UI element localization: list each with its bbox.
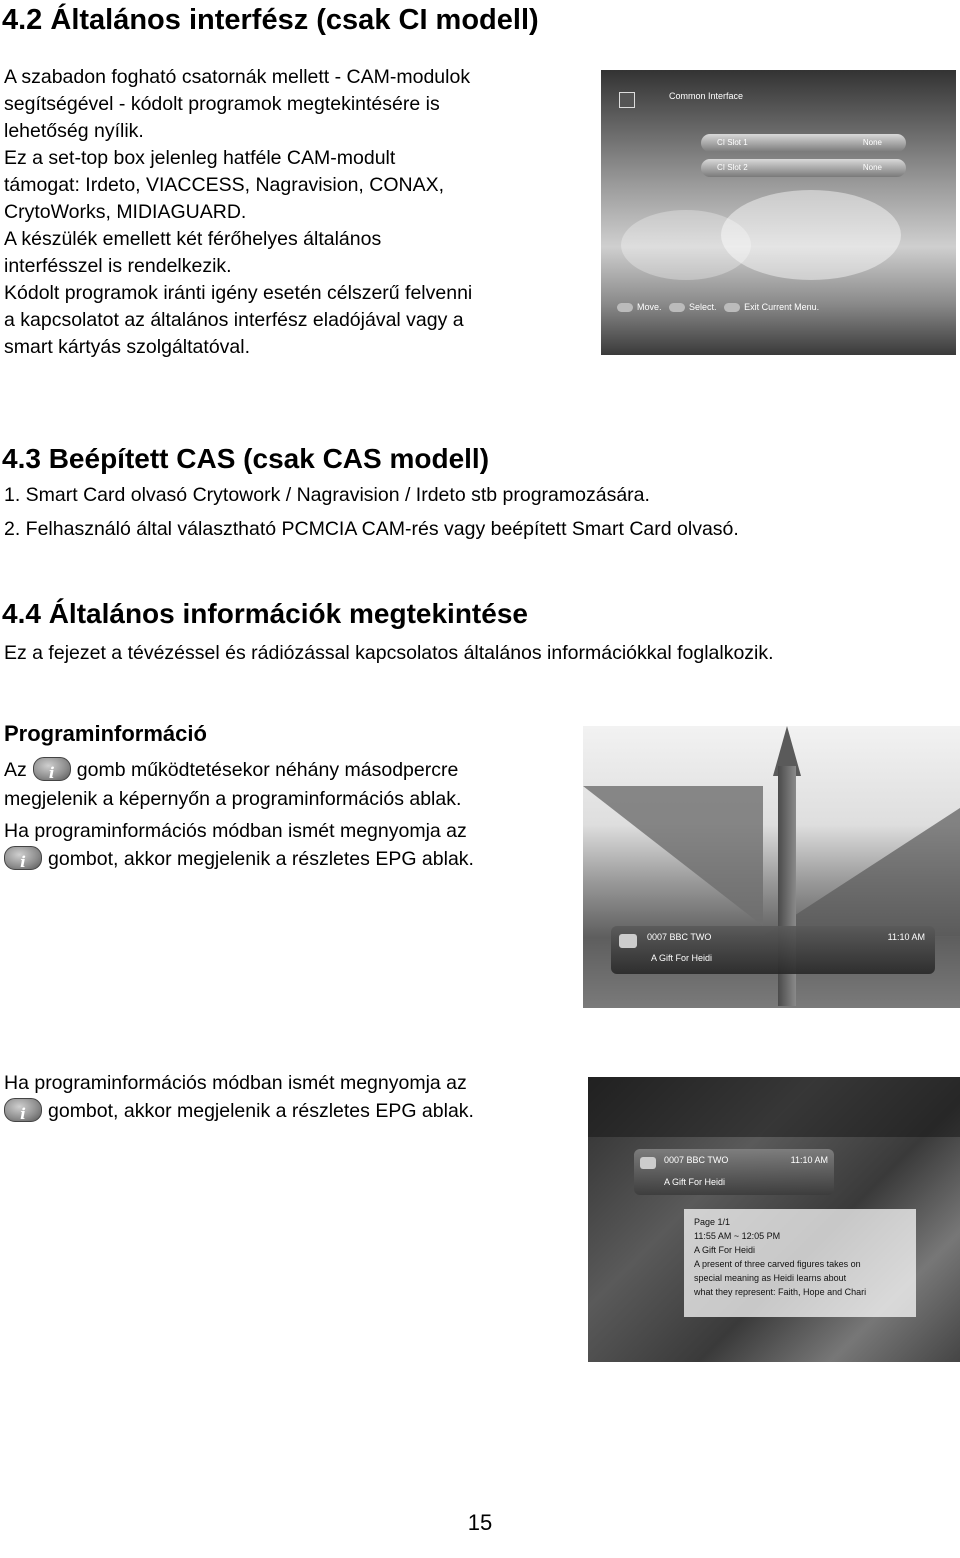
info-banner [611,926,935,974]
mountain-shape [583,786,763,926]
text-line: smart kártyás szolgáltatóval. [4,336,251,358]
epg-detail-screenshot [588,1077,960,1362]
text-line: Kódolt programok iránti igény esetén célszerű felvenni [4,282,473,304]
section-heading-cas: 4.3 Beépített CAS (csak CAS modell) [2,443,490,474]
text-fragment: gombot, akkor megjelenik a részletes EPG ablak. [48,1100,474,1122]
text-fragment: Az [4,759,27,781]
ci-paragraph [4,64,584,361]
epg-line: Page 1/1 [694,1217,731,1227]
banner-program: A Gift For Heidi [651,953,713,963]
epg-paragraph-repeat [4,1069,579,1126]
epg-detail-box [684,1209,916,1317]
info-glyph: i [48,763,55,782]
ok-key-icon [669,303,685,312]
hint-select: Select. [689,302,717,312]
ci-slot-label: CI Slot 2 [717,163,748,172]
text-line: Ez a set-top box jelenleg hatféle CAM-modult [4,147,396,169]
list-item: 1. Smart Card olvasó Crytowork / Nagravision / Irdeto stb programozására. [4,484,650,506]
epg-line: 11:55 AM ~ 12:05 PM [694,1231,781,1241]
epg-paragraph [4,817,579,874]
text-line: A szabadon fogható csatornák mellett - CAM-modulok [4,66,471,88]
background-cloud [621,210,751,280]
text-line: A készülék emellett két férőhelyes általános [4,228,382,250]
text-fragment: gombot, akkor megjelenik a részletes EPG ablak. [48,848,474,870]
general-intro-text: Ez a fejezet a tévézéssel és rádiózással kapcsolatos általános információkkal foglalkozik. [4,642,774,664]
info-banner [634,1149,834,1195]
program-info-screenshot [583,726,960,1008]
exit-key-icon [724,303,740,312]
common-interface-screenshot [601,70,956,355]
ci-slot-row [701,134,906,152]
text-fragment: gomb működtetésekor néhány másodpercre [76,759,459,781]
text-line: interfésszel is rendelkezik. [4,255,232,277]
hint-move: Move. [637,302,662,312]
info-glyph: i [20,1104,26,1123]
text-line: lehetőség nyílik. [4,120,144,142]
menu-title-bar [619,90,939,112]
epg-line: A Gift For Heidi [694,1245,756,1255]
common-interface-icon [619,92,635,108]
epg-line: what they represent: Faith, Hope and Chari [694,1287,867,1297]
text-line: támogat: Irdeto, VIACCESS, Nagravision, CONAX, [4,174,445,196]
background-roof [588,1077,960,1137]
section-heading-general: 4.4 Általános információk megtekintése [2,598,528,629]
text-line: CrytoWorks, MIDIAGUARD. [4,201,247,223]
info-button-icon [4,846,42,870]
text-line: segítségével - kódolt programok megtekintésére is [4,93,440,115]
ci-slot-value: None [862,163,882,172]
hint-exit: Exit Current Menu. [744,302,820,312]
ci-slot-row [701,159,906,177]
info-button-icon [33,757,71,781]
info-button-icon [4,1098,42,1122]
text-line: a kapcsolatot az általános interfész eladójával vagy a [4,309,464,331]
ci-slot-label: CI Slot 1 [717,138,748,147]
program-info-paragraph [4,756,579,813]
banner-time: 11:10 AM [887,932,925,942]
banner-channel: 0007 BBC TWO [647,932,712,942]
section-heading-ci: 4.2 Általános interfész (csak CI modell) [2,4,539,36]
list-item: 2. Felhasználó által választható PCMCIA CAM-rés vagy beépített Smart Card olvasó. [4,518,739,540]
epg-line: special meaning as Heidi learns about [694,1273,847,1283]
info-glyph: i [20,852,26,871]
banner-time: 11:10 AM [790,1155,828,1165]
text-fragment: Ha programinformációs módban ismét megnyomja az [4,820,467,842]
epg-line: A present of three carved figures takes on [694,1259,861,1269]
page-number: 15 [467,1510,493,1535]
tv-icon [619,934,637,948]
banner-channel: 0007 BBC TWO [664,1155,729,1165]
menu-footer-hints [617,302,819,312]
text-fragment: Ha programinformációs módban ismét megnyomja az [4,1072,467,1094]
tv-icon [640,1157,656,1169]
move-key-icon [617,303,633,312]
text-fragment: megjelenik a képernyőn a programinformációs ablak. [4,787,462,810]
menu-title: Common Interface [669,91,744,101]
ci-slot-value: None [862,138,882,147]
banner-program: A Gift For Heidi [664,1177,726,1187]
subsection-heading-program-info: Programinformáció [4,721,207,746]
